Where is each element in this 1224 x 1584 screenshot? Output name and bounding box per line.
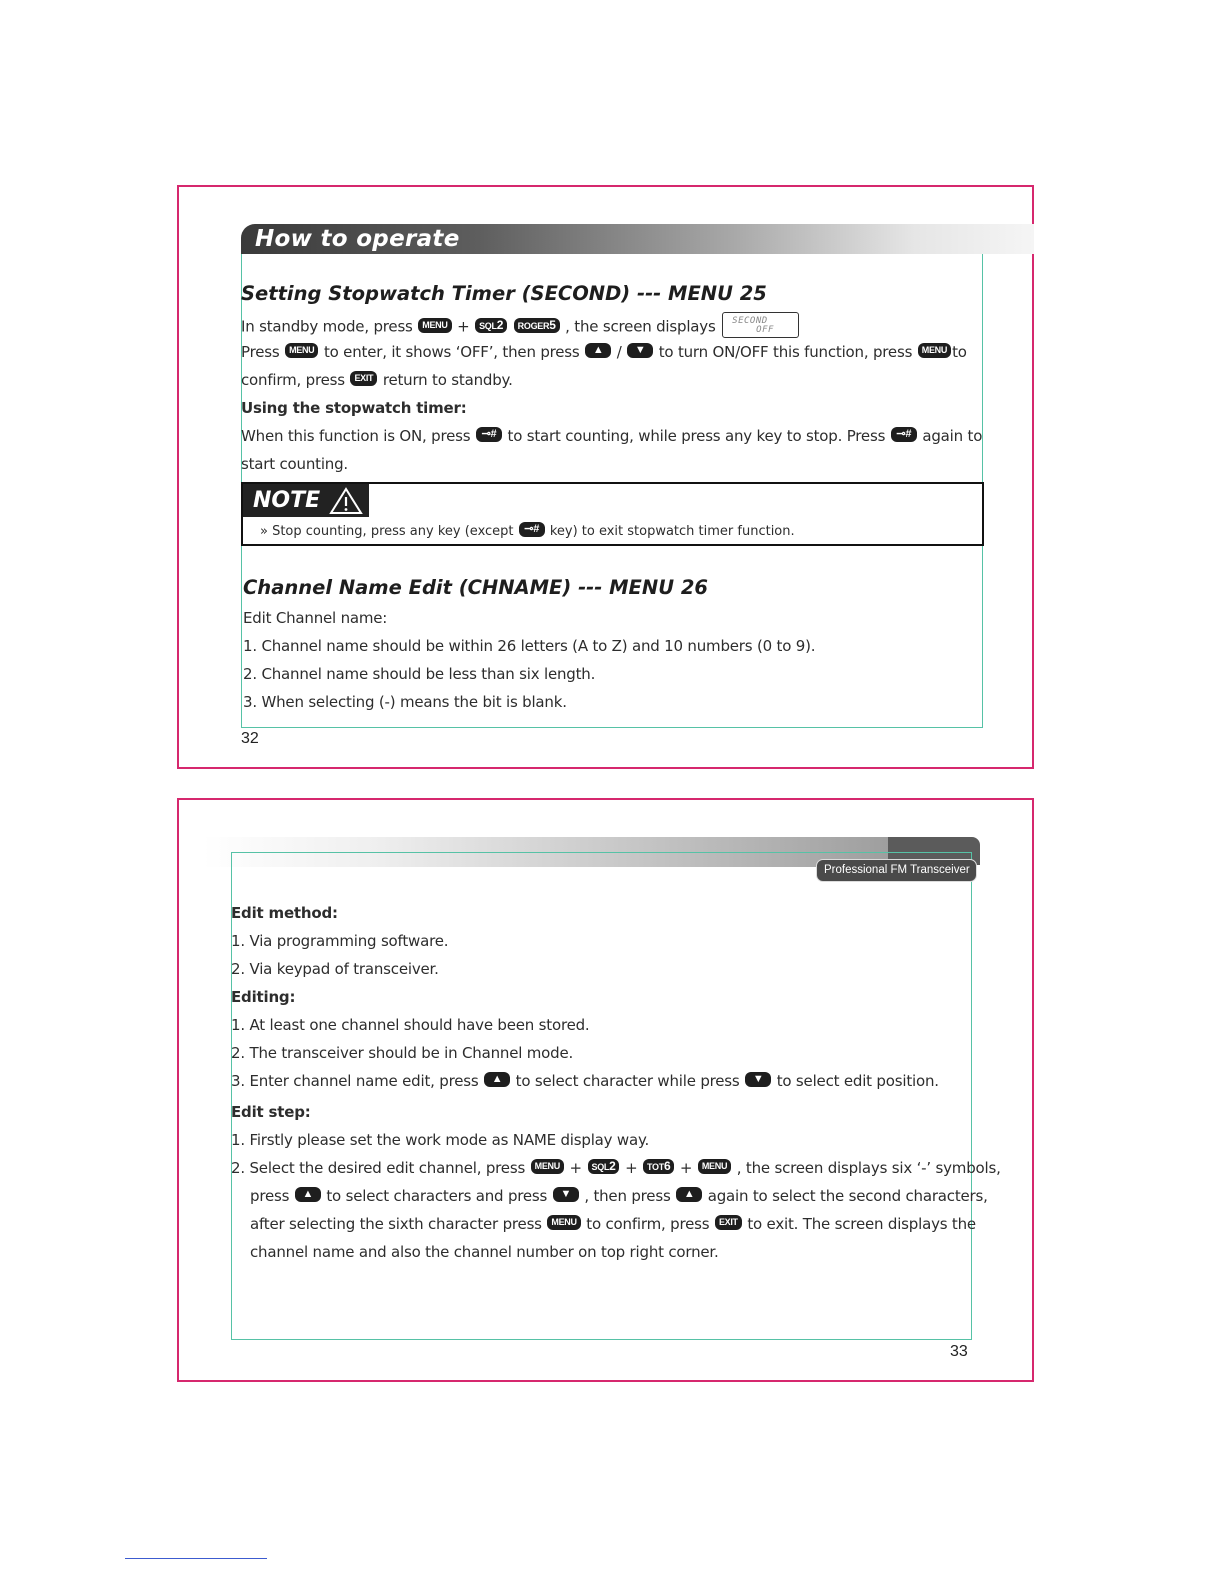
warning-triangle-icon xyxy=(329,487,363,515)
list-item: 3. When selecting (-) means the bit is blank. xyxy=(243,693,567,711)
up-arrow-key-icon: ▲ xyxy=(676,1187,702,1202)
lcd-display-icon: SECOND OFF xyxy=(722,312,799,338)
list-item: 1. Channel name should be within 26 letters (A to Z) and 10 numbers (0 to 9). xyxy=(243,637,816,655)
subheading-edit-method: Edit method: xyxy=(231,904,338,922)
list-item-continuation: press ▲ to select characters and press ▼ , then press ▲ again to select the second characters, xyxy=(250,1187,988,1205)
down-arrow-key-icon: ▼ xyxy=(627,343,653,358)
section-heading-chname: Channel Name Edit (CHNAME) --- MENU 26 xyxy=(243,576,708,599)
down-arrow-key-icon: ▼ xyxy=(553,1187,579,1202)
list-item: 1. Firstly please set the work mode as NAME display way. xyxy=(231,1131,650,1149)
subheading-editing: Editing: xyxy=(231,988,296,1006)
hash-key-icon: ⊸# xyxy=(891,427,917,442)
note-box xyxy=(241,482,984,546)
page-33 xyxy=(177,798,1034,1382)
list-item: 2. Via keypad of transceiver. xyxy=(231,960,439,978)
menu-key-icon: MENU xyxy=(531,1159,564,1174)
list-item: 3. Enter channel name edit, press ▲ to select character while press ▼ to select edit position. xyxy=(231,1072,939,1090)
paragraph-line: Press MENU to enter, it shows ‘OFF’, then press ▲ / ▼ to turn ON/OFF this function, press MENU to xyxy=(241,343,967,361)
roger-5-key-icon: ROGER5 xyxy=(514,318,560,333)
down-arrow-key-icon: ▼ xyxy=(745,1072,771,1087)
hash-key-icon: ⊸# xyxy=(519,522,545,537)
subheading-edit-step: Edit step: xyxy=(231,1103,311,1121)
list-item: 2. Channel name should be less than six length. xyxy=(243,665,596,683)
exit-key-icon: EXIT xyxy=(715,1215,742,1230)
paragraph-line: Edit Channel name: xyxy=(243,609,388,627)
menu-key-icon: MENU xyxy=(547,1215,580,1230)
paragraph-line: When this function is ON, press ⊸# to start counting, while press any key to stop. Press ⊸# again to xyxy=(241,427,983,445)
content-border xyxy=(231,852,972,1340)
paragraph-line: In standby mode, press MENU + SQL2 ROGER5 , the screen displays SECOND OFF xyxy=(241,314,799,340)
up-arrow-key-icon: ▲ xyxy=(585,343,611,358)
menu-key-icon: MENU xyxy=(285,343,318,358)
paragraph-line: start counting. xyxy=(241,455,348,473)
subheading-using-stopwatch: Using the stopwatch timer: xyxy=(241,399,467,417)
exit-key-icon: EXIT xyxy=(350,371,377,386)
list-item: 1. Via programming software. xyxy=(231,932,449,950)
sql-2-key-icon: SQL2 xyxy=(475,318,507,333)
menu-key-icon: MENU xyxy=(698,1159,731,1174)
menu-key-icon: MENU xyxy=(918,343,951,358)
list-item: 2. Select the desired edit channel, press MENU + SQL2 + TOT6 + MENU , the screen displays six ‘-’ symbols, xyxy=(231,1159,1001,1177)
list-item-continuation: after selecting the sixth character press MENU to confirm, press EXIT to exit. The screen displays the xyxy=(250,1215,976,1233)
up-arrow-key-icon: ▲ xyxy=(484,1072,510,1087)
page-number: 32 xyxy=(241,730,259,747)
page-number: 33 xyxy=(950,1343,968,1360)
hash-key-icon: ⊸# xyxy=(476,427,502,442)
tot-6-key-icon: TOT6 xyxy=(643,1159,674,1174)
section-heading-stopwatch: Setting Stopwatch Timer (SECOND) --- MENU 25 xyxy=(241,282,767,305)
up-arrow-key-icon: ▲ xyxy=(295,1187,321,1202)
header-badge: Professional FM Transceiver xyxy=(816,859,977,882)
page-32 xyxy=(177,185,1034,769)
list-item: 1. At least one channel should have been stored. xyxy=(231,1016,590,1034)
sql-2-key-icon: SQL2 xyxy=(588,1159,620,1174)
menu-key-icon: MENU xyxy=(418,318,451,333)
header-title: How to operate xyxy=(255,226,460,252)
note-text: » Stop counting, press any key (except ⊸# key) to exit stopwatch timer function. xyxy=(260,523,795,539)
footer-rule xyxy=(125,1558,267,1559)
list-item-continuation: channel name and also the channel number on top right corner. xyxy=(250,1243,719,1261)
header-bar xyxy=(241,224,1034,254)
note-label: NOTE xyxy=(243,484,369,517)
list-item: 2. The transceiver should be in Channel mode. xyxy=(231,1044,574,1062)
paragraph-line: confirm, press EXIT return to standby. xyxy=(241,371,513,389)
